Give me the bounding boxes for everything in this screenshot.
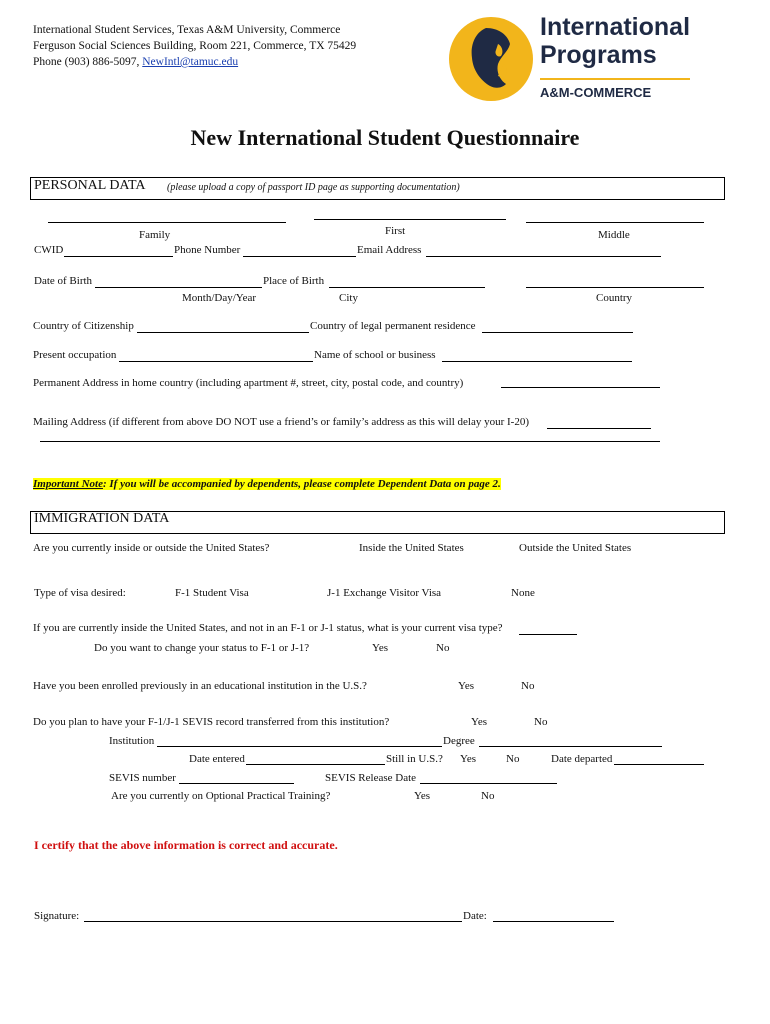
place-of-birth-label: Place of Birth bbox=[263, 275, 325, 287]
sevis-number-field[interactable] bbox=[179, 783, 294, 784]
country-label: Country bbox=[596, 292, 633, 304]
still-in-us-yes[interactable]: Yes bbox=[460, 753, 477, 765]
immigration-data-heading: IMMIGRATION DATA bbox=[34, 511, 170, 526]
cwid-label: CWID bbox=[34, 244, 64, 256]
enrolled-no[interactable]: No bbox=[521, 680, 535, 692]
date-label: Date: bbox=[463, 910, 487, 922]
signature-field[interactable] bbox=[84, 921, 462, 922]
option-f1-visa[interactable]: F-1 Student Visa bbox=[175, 587, 249, 599]
important-note-label: Important Note bbox=[33, 478, 103, 490]
opt-no[interactable]: No bbox=[481, 790, 495, 802]
date-entered-field[interactable] bbox=[246, 764, 385, 765]
first-name-field[interactable] bbox=[314, 219, 506, 220]
location-question: Are you currently inside or outside the United States? bbox=[33, 542, 270, 554]
office-phone: Phone (903) 886-5097, bbox=[33, 56, 143, 68]
logo-divider bbox=[540, 78, 690, 80]
current-visa-field[interactable] bbox=[519, 634, 577, 635]
change-status-no[interactable]: No bbox=[436, 642, 450, 654]
email-address-field[interactable] bbox=[426, 256, 661, 257]
option-inside-us[interactable]: Inside the United States bbox=[359, 542, 464, 554]
signature-label: Signature: bbox=[34, 910, 80, 922]
enrolled-question: Have you been enrolled previously in an educational institution in the U.S.? bbox=[33, 680, 367, 692]
cwid-field[interactable] bbox=[64, 256, 173, 257]
permanent-residence-label: Country of legal permanent residence bbox=[310, 320, 476, 332]
degree-label: Degree bbox=[443, 735, 475, 747]
sevis-release-field[interactable] bbox=[420, 783, 557, 784]
logo-line1: International bbox=[540, 13, 691, 41]
still-in-us-no[interactable]: No bbox=[506, 753, 520, 765]
occupation-field[interactable] bbox=[119, 361, 313, 362]
middle-label: Middle bbox=[598, 229, 630, 241]
date-field[interactable] bbox=[493, 921, 614, 922]
school-field[interactable] bbox=[442, 361, 632, 362]
city-of-birth-field[interactable] bbox=[329, 287, 485, 288]
office-address: Ferguson Social Sciences Building, Room 221, Commerce, TX 75429 bbox=[33, 40, 357, 52]
logo-line3: A&M-COMMERCE bbox=[540, 85, 652, 100]
email-link[interactable]: NewIntl@tamuc.edu bbox=[142, 56, 239, 68]
email-address-label: Email Address bbox=[357, 244, 422, 256]
option-no-visa[interactable]: None bbox=[511, 587, 535, 599]
degree-field[interactable] bbox=[479, 746, 662, 747]
visa-question: Type of visa desired: bbox=[34, 587, 126, 599]
dob-field[interactable] bbox=[95, 287, 262, 288]
enrolled-yes[interactable]: Yes bbox=[458, 680, 475, 692]
perm-address-field[interactable] bbox=[501, 387, 660, 388]
personal-data-note: (please upload a copy of passport ID page as supporting documentation) bbox=[167, 182, 460, 193]
date-departed-label: Date departed bbox=[551, 753, 613, 765]
family-name-field[interactable] bbox=[48, 222, 286, 223]
office-name: International Student Services, Texas A&M University, Commerce bbox=[33, 24, 341, 36]
citizenship-label: Country of Citizenship bbox=[33, 320, 134, 332]
option-j1-visa[interactable]: J-1 Exchange Visitor Visa bbox=[327, 587, 442, 599]
still-in-us-label: Still in U.S.? bbox=[386, 753, 443, 765]
citizenship-field[interactable] bbox=[137, 332, 309, 333]
city-label: City bbox=[339, 292, 358, 304]
dob-label: Date of Birth bbox=[34, 275, 93, 287]
mailing-address-field-2[interactable] bbox=[40, 441, 660, 442]
opt-yes[interactable]: Yes bbox=[414, 790, 431, 802]
transfer-yes[interactable]: Yes bbox=[471, 716, 488, 728]
phone-number-label: Phone Number bbox=[174, 244, 241, 256]
phone-number-field[interactable] bbox=[243, 256, 356, 257]
date-entered-label: Date entered bbox=[189, 753, 245, 765]
transfer-no[interactable]: No bbox=[534, 716, 548, 728]
lion-logo-icon bbox=[446, 14, 536, 104]
change-status-yes[interactable]: Yes bbox=[372, 642, 389, 654]
middle-name-field[interactable] bbox=[526, 222, 704, 223]
country-of-birth-field[interactable] bbox=[526, 287, 704, 288]
logo-line2: Programs bbox=[540, 41, 657, 69]
mailing-address-label: Mailing Address (if different from above DO NOT use a friend’s or family’s address as this will delay your I-20) bbox=[33, 416, 530, 428]
opt-question: Are you currently on Optional Practical Training? bbox=[111, 790, 331, 802]
current-visa-question: If you are currently inside the United States, and not in an F-1 or J-1 status, what is your current visa type? bbox=[33, 622, 503, 634]
sevis-number-label: SEVIS number bbox=[109, 772, 176, 784]
occupation-label: Present occupation bbox=[33, 349, 117, 361]
important-note-text: : If you will be accompanied by dependents, please complete Dependent Data on page 2. bbox=[102, 478, 501, 490]
mailing-address-field[interactable] bbox=[547, 428, 651, 429]
first-label: First bbox=[385, 225, 406, 237]
personal-data-heading: PERSONAL DATA bbox=[34, 178, 146, 193]
date-departed-field[interactable] bbox=[614, 764, 704, 765]
perm-address-label: Permanent Address in home country (including apartment #, street, city, postal code, and country) bbox=[33, 377, 464, 389]
institution-field[interactable] bbox=[157, 746, 442, 747]
transfer-question: Do you plan to have your F-1/J-1 SEVIS record transferred from this institution? bbox=[33, 716, 390, 728]
permanent-residence-field[interactable] bbox=[482, 332, 633, 333]
certify-statement: I certify that the above information is correct and accurate. bbox=[34, 838, 338, 852]
institution-label: Institution bbox=[109, 735, 155, 747]
sevis-release-label: SEVIS Release Date bbox=[325, 772, 417, 784]
month-day-year-label: Month/Day/Year bbox=[182, 292, 257, 304]
option-outside-us[interactable]: Outside the United States bbox=[519, 542, 632, 554]
change-status-question: Do you want to change your status to F-1 or J-1? bbox=[94, 642, 310, 654]
page-title: New International Student Questionnaire bbox=[190, 125, 580, 150]
important-note bbox=[33, 478, 501, 490]
family-label: Family bbox=[139, 229, 171, 241]
office-contact bbox=[33, 54, 238, 70]
school-label: Name of school or business bbox=[314, 349, 436, 361]
